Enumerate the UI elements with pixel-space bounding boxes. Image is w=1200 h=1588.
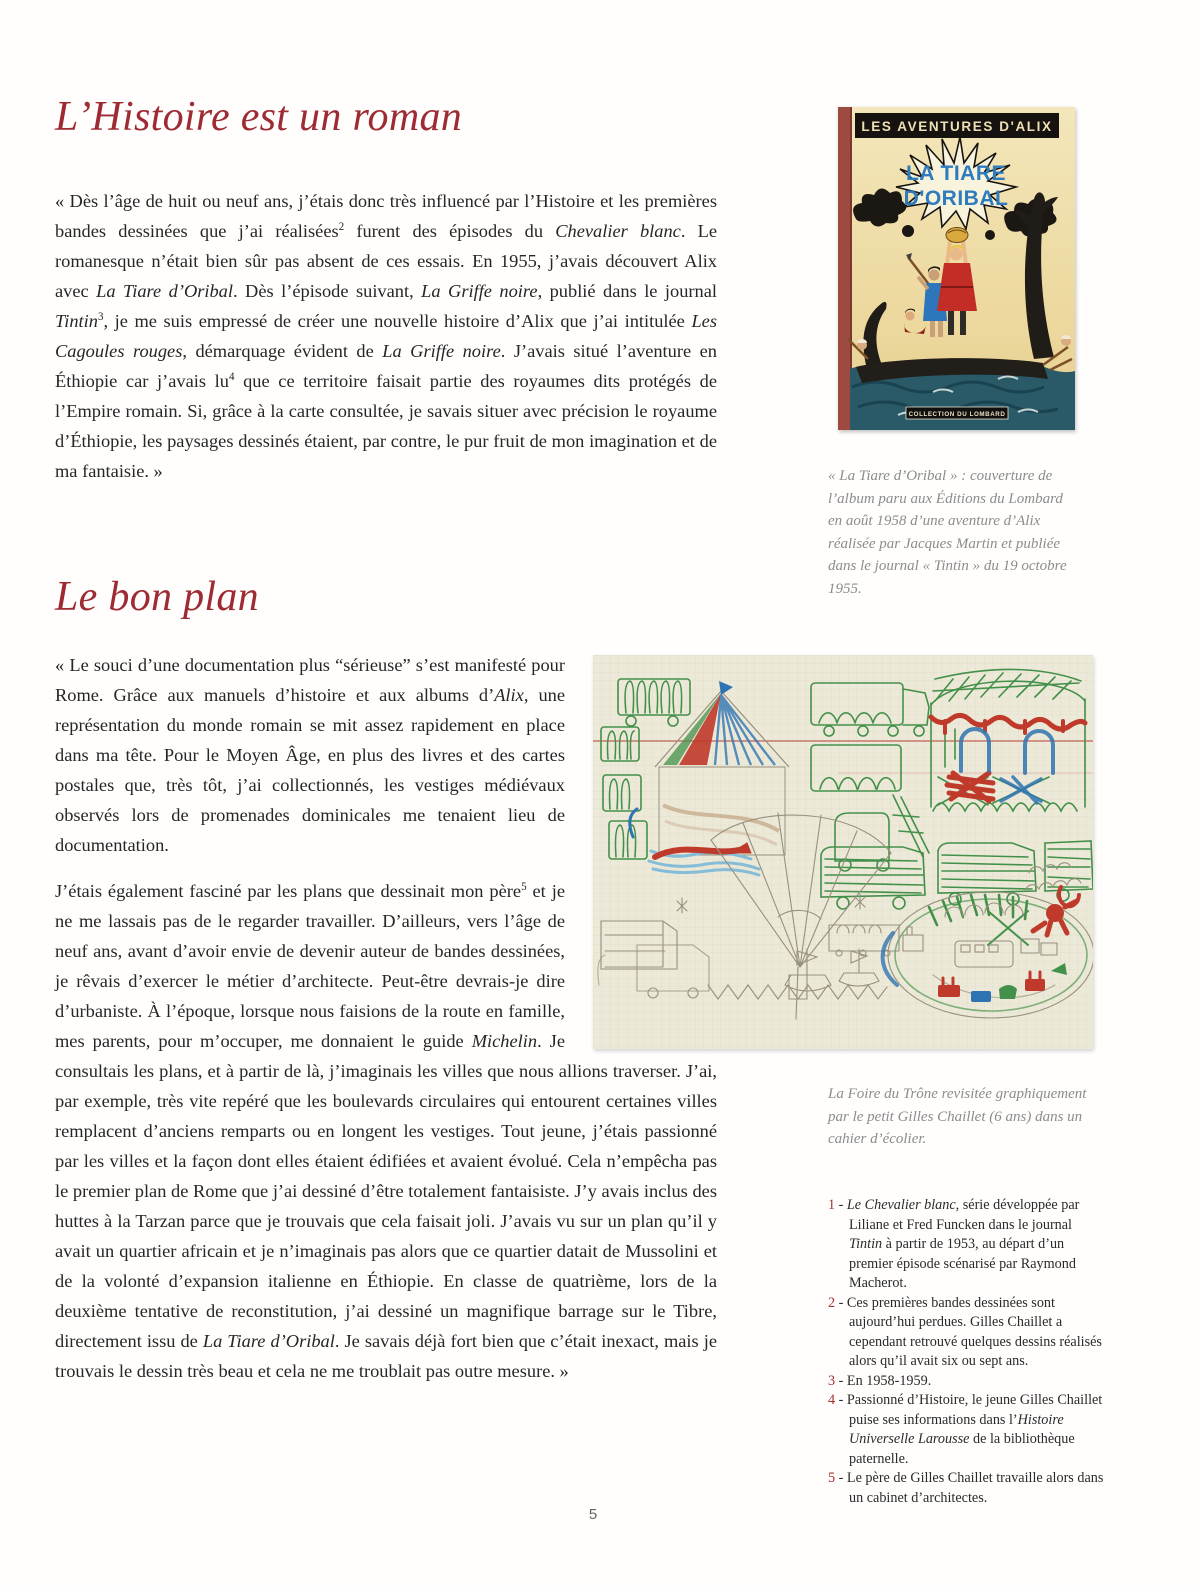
cover-title-line1: LA TIARE — [905, 162, 1007, 185]
cover-collection-label: COLLECTION DU LOMBARD — [908, 411, 1006, 418]
cover-title-line2: D'ORIBAL — [903, 187, 1009, 210]
footnote-number: 1 — [828, 1197, 836, 1213]
section1-paragraph: « Dès l’âge de huit ou neuf ans, j’étais donc très influencé par l’Histoire et les premières bandes dessinées que j’ai réalisées$^2$ furent des épisodes du Chevalier blanc. Le romanesque n’était bien sûr pas absent de ces essais. En 1955, j’avais découvert Alix avec La Tiare d’Oribal. Dès l’épisode suivant, La Griffe noire, publié dans le journal Tintin$^3$, je me suis empressé de créer une nouvelle histoire d’Alix que j’ai intitulée Les Cagoules rouges, démarquage évident de La Griffe noire. J’avais situé l’aventure en Éthiopie car j’avais $lu^4$ que ce territoire faisait partie des royaumes dits protégés de l’Empire romain. Si, grâce à la carte consultée, je savais situer avec précision le royaume d’Éthiopie, les paysages dessinés étaient, par contre, le pur fruit de mon imagination et de ma fantaisie. » — [55, 191, 718, 482]
cover-caption: « La Tiare d’Oribal » : couverture de l’album paru aux Éditions du Lombard en août 1958 d’une aventure d’Alix réalisée par Jacques Martin et publiée dans le journal « Tintin » du 19 octobre 1955. — [828, 468, 1067, 597]
cover-spine — [838, 107, 850, 430]
footnote-text: Passionné d’Histoire, le jeune Gilles Chaillet puise ses informations dans l’Histoire Universelle Larousse de la bibliothèque paternelle. — [846, 1392, 1103, 1467]
section2-paragraph-1: « Le souci d’une documentation plus “sérieuse” s’est manifesté pour Rome. Grâce aux manuels d’histoire et aux albums d’Alix, une représentation du monde romain se mit assez rapidement en place dans ma tête. Pour le Moyen Âge, en plus des livres et des cartes postales que, très tôt, j’ai collectionnés, les vestiges médiévaux observés lors de promenades dominicales me tenaient lieu de documentation. — [55, 655, 566, 855]
child-drawing-illustration — [593, 655, 1093, 1049]
footnote-text: En 1958-1959. — [846, 1372, 932, 1389]
section2-title: Le bon plan — [55, 574, 259, 620]
footnote-number: 2 — [828, 1294, 836, 1311]
section1-title: L’Histoire est un roman — [55, 94, 463, 140]
footnote-number: 4 — [828, 1392, 836, 1408]
drawing-caption: La Foire du Trône revisitée graphiquement par le petit Gilles Chaillet (6 ans) dans un cahier d’écolier. — [828, 1086, 1087, 1147]
alix-cover-illustration — [838, 107, 1075, 430]
footnote-text: Ces premières bandes dessinées sont aujourd’hui perdues. Gilles Chaillet a cependant retrouvé quelques dessins réalisés alors qu’il avait six ou sept ans. — [846, 1294, 1102, 1369]
footnote-item: 1 - Le Chevalier blanc, série développée par Liliane et Fred Funcken dans le journal Tintin à partir de 1953, au départ d’un premier épisode scénarisé par Raymond Macherot. — [828, 1197, 1080, 1291]
section2-paragraph-2: J’étais également fasciné par les plans que dessinait mon père$^5$ et je ne me lassais pas de le regarder travailler. D’ailleurs, vers l’âge de neuf ans, avant d’avoir envie de devenir auteur de bandes dessinées, je rêvais d’exercer le métier d’architecte. Peut-être devrais-je dire d’urbaniste. À l’époque, lorsque nous faisions de la route en famille, mes parents, pour m’occuper, me donnaient le guide Michelin. Je consultais les plans, et à partir de là, j’imaginais les villes que nous allions traverser. J’ai, par exemple, très vite repéré que les boulevards circulaires qui entourent certaines villes remplacent d’anciens remparts ou en longent les vestiges. Tout jeune, j’étais passionné par les villes et la façon dont elles étaient édifiées et avaient évolué. Cela n’empêcha pas le premier plan de Rome que j’ai dessiné d’être totalement fantaisiste. J’y avais inclus des huttes à la Tarzan parce que je trouvais que cela faisait joli. J’avais vu sur un plan qu’il y avait un quartier africain et je n’imaginais pas alors que ce quartier datait de Mussolini et de la volonté d’expansion italienne en Éthiopie. En classe de quatrième, lors de la deuxième tentative de reconstitution, j’ai dessiné un magnifique barrage sur le Tibre, directement issu de La Tiare d’Oribal. Je savais déjà fort bien que c’était inexact, mais je trouvais le dessin très beau et cela ne me troublait pas outre mesure. » — [55, 880, 717, 1381]
footnote-text: Le père de Gilles Chaillet travaille alors dans un cabinet d’architectes. — [846, 1470, 1104, 1506]
footnote-number: 5 — [828, 1470, 836, 1486]
footnote-item: 2 - Ces premières bandes dessinées sont aujourd’hui perdues. Gilles Chaillet a cependant retrouvé quelques dessins réalisés alors qu’il avait six ou sept ans. — [828, 1294, 1102, 1369]
cover-series-title: LES AVENTURES D'ALIX — [861, 119, 1053, 134]
footnote-number: 3 — [828, 1372, 836, 1389]
page-number: 5 — [588, 1506, 598, 1523]
footnote-item: 3 - En 1958-1959. — [828, 1372, 932, 1389]
footnote-item: 5 - Le père de Gilles Chaillet travaille alors dans un cabinet d’architectes. — [828, 1470, 1104, 1506]
footnote-item: 4 - Passionné d’Histoire, le jeune Gilles Chaillet puise ses informations dans l’Histoire Universelle Larousse de la bibliothèque paternelle. — [828, 1392, 1103, 1467]
footnotes-list — [828, 1196, 1108, 1508]
footnote-text: Le Chevalier blanc, série développée par Liliane et Fred Funcken dans le journal Tintin à partir de 1953, au départ d’un premier épisode scénarisé par Raymond Macherot. — [846, 1197, 1080, 1291]
